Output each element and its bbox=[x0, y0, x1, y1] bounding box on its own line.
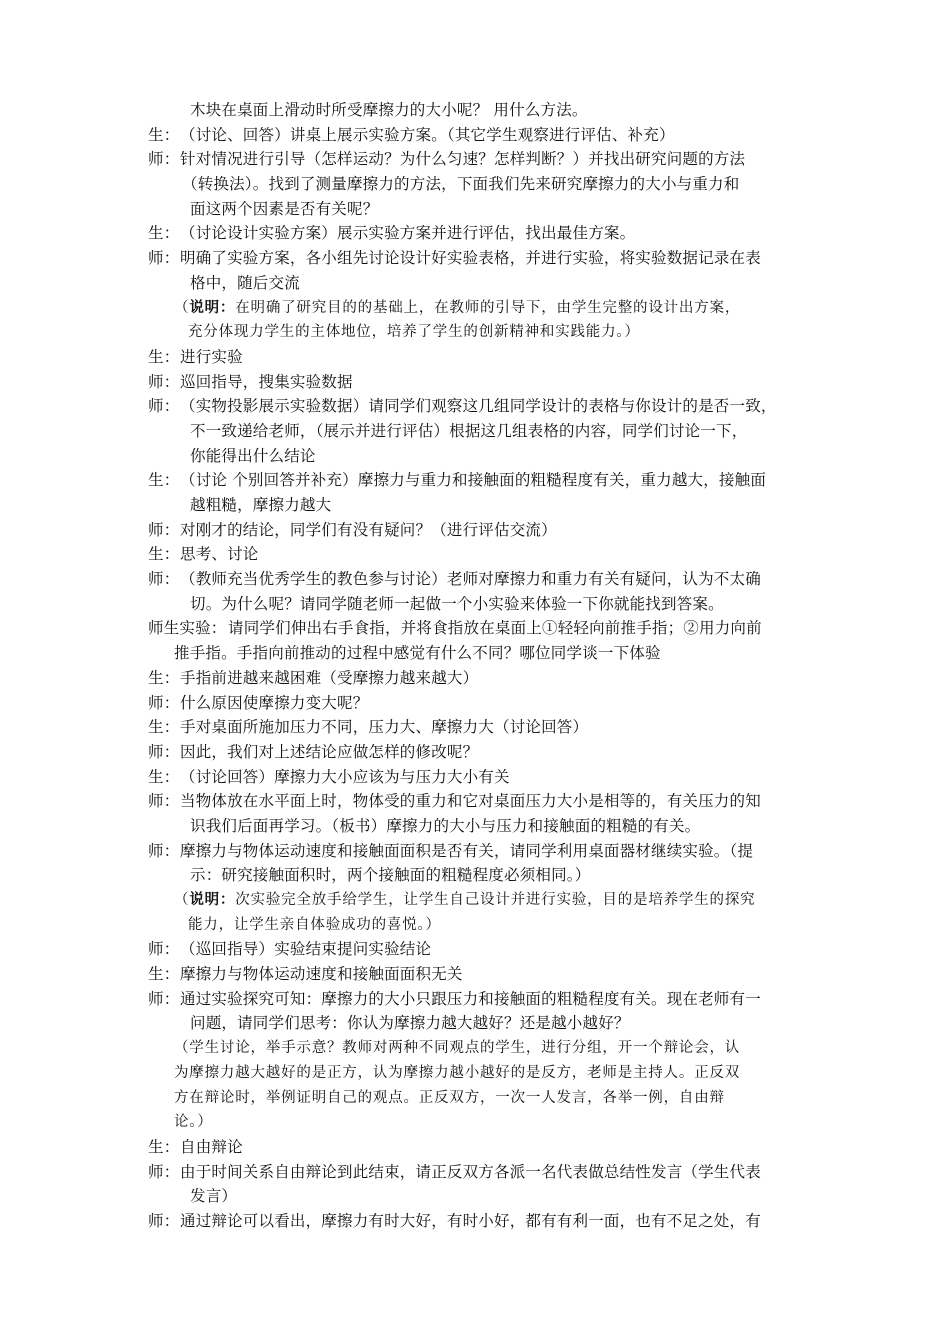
text-line bbox=[148, 814, 828, 839]
speaker-label: 生： bbox=[148, 125, 180, 144]
speaker-label: 生： bbox=[148, 224, 180, 243]
dialogue-line bbox=[148, 937, 828, 962]
line-text: 示：研究接触面积时，两个接触面的粗糙程度必须相同。） bbox=[190, 866, 591, 885]
dialogue-line bbox=[148, 691, 828, 716]
dialogue-line bbox=[148, 715, 828, 740]
dialogue-line bbox=[148, 616, 828, 641]
dialogue-line bbox=[148, 468, 828, 493]
text-line bbox=[148, 197, 828, 222]
speaker-label: 生： bbox=[148, 668, 180, 687]
dialogue-line bbox=[148, 765, 828, 790]
line-text: （实物投影展示实验数据）请同学们观察这几组同学设计的表格与你设计的是否一致， bbox=[180, 397, 777, 416]
text-line bbox=[148, 271, 828, 296]
text-line bbox=[148, 444, 828, 469]
note-line bbox=[148, 320, 828, 345]
note-text: （学生讨论，举手示意？教师对两种不同观点的学生，进行分组，开一个辩论会，认 bbox=[174, 1040, 741, 1057]
note-text: （说明：在明确了研究目的的基础上，在教师的引导下，由学生完整的设计出方案， bbox=[174, 298, 741, 316]
dialogue-line bbox=[148, 1135, 828, 1160]
speaker-label: 生： bbox=[148, 545, 180, 564]
line-text: 木块在桌面上滑动时所受摩擦力的大小呢？ 用什么方法。 bbox=[190, 101, 588, 119]
speaker-label: 师： bbox=[148, 520, 180, 539]
line-text: 请同学们伸出右手食指，并将食指放在桌面上①轻轻向前推手指；②用力向前 bbox=[228, 619, 762, 638]
line-text: 面这两个因素是否有关呢？ bbox=[190, 199, 379, 218]
speaker-label: 生： bbox=[148, 471, 180, 490]
dialogue-line bbox=[148, 1160, 828, 1185]
text-line bbox=[148, 493, 828, 518]
note-text: 能力，让学生亲自体验成功的喜悦。） bbox=[188, 916, 441, 933]
dialogue-line bbox=[148, 345, 828, 370]
note-text: 论。） bbox=[174, 1114, 213, 1131]
line-text: 不一致递给老师，（展示并进行评估）根据这几组表格的内容，同学们讨论一下， bbox=[190, 421, 748, 440]
text-line bbox=[148, 592, 828, 617]
speaker-label: 生： bbox=[148, 1137, 180, 1156]
line-text: （巡回指导）实验结束提问实验结论 bbox=[180, 940, 432, 959]
speaker-label: 师： bbox=[148, 397, 180, 416]
line-text: （讨论、回答）讲桌上展示实验方案。（其它学生观察进行评估、补充） bbox=[180, 125, 675, 144]
dialogue-line bbox=[148, 839, 828, 864]
dialogue-line bbox=[148, 370, 828, 395]
speaker-label: 师： bbox=[148, 940, 180, 959]
line-text: 巡回指导，搜集实验数据 bbox=[180, 372, 353, 391]
note-line bbox=[148, 296, 828, 321]
line-text: 对刚才的结论，同学们有没有疑问？（进行评估交流） bbox=[180, 520, 557, 539]
line-text: 手指前进越来越困难（受摩擦力越来越大） bbox=[180, 668, 479, 687]
line-text: 自由辩论 bbox=[180, 1137, 243, 1156]
line-text: 切。为什么呢？请同学随老师一起做一个小实验来体验一下你就能找到答案。 bbox=[190, 594, 724, 613]
line-text: 因此，我们对上述结论应做怎样的修改呢？ bbox=[180, 742, 479, 761]
note-line bbox=[148, 1110, 828, 1135]
note-text: 充分体现力学生的主体地位，培养了学生的创新精神和实践能力。） bbox=[188, 324, 640, 341]
text-line bbox=[148, 1011, 828, 1036]
line-text: 你能得出什么结论 bbox=[190, 446, 316, 465]
line-text: 格中，随后交流 bbox=[190, 273, 300, 292]
dialogue-line bbox=[148, 666, 828, 691]
note-line bbox=[148, 1086, 828, 1111]
line-text: （讨论 个别回答并补充）摩擦力与重力和接触面的粗糙程度有关，重力越大，接触面 bbox=[180, 471, 767, 490]
line-text: （转换法）。找到了测量摩擦力的方法，下面我们先来研究摩擦力的大小与重力和 bbox=[182, 175, 740, 194]
line-text: 由于时间关系自由辩论到此结束，请正反双方各派一名代表做总结性发言（学生代表 bbox=[180, 1162, 761, 1181]
dialogue-line bbox=[148, 147, 828, 172]
dialogue-line bbox=[148, 789, 828, 814]
speaker-label: 师： bbox=[148, 1162, 180, 1181]
dialogue-line bbox=[148, 246, 828, 271]
note-line bbox=[148, 913, 828, 938]
speaker-label: 师： bbox=[148, 372, 180, 391]
line-text: 摩擦力与物体运动速度和接触面面积无关 bbox=[180, 965, 463, 984]
line-text: （教师充当优秀学生的教色参与讨论）老师对摩擦力和重力有关有疑问，认为不太确 bbox=[180, 570, 761, 589]
line-text: 当物体放在水平面上时，物体受的重力和它对桌面压力大小是相等的，有关压力的知 bbox=[180, 792, 761, 811]
note-line bbox=[148, 888, 828, 913]
note-text: 为摩擦力越大越好的是正方，认为摩擦力越小越好的是反方，老师是主持人。正反双 bbox=[174, 1064, 741, 1081]
dialogue-line bbox=[148, 962, 828, 987]
speaker-label: 师： bbox=[148, 570, 180, 589]
line-text: 手对桌面所施加压力不同，压力大、摩擦力大（讨论回答） bbox=[180, 718, 589, 737]
text-line bbox=[148, 172, 828, 197]
dialogue-line bbox=[148, 567, 828, 592]
line-text: 通过实验探究可知：摩擦力的大小只跟压力和接触面的粗糙程度有关。现在老师有一 bbox=[180, 989, 761, 1008]
dialogue-line bbox=[148, 987, 828, 1012]
line-text: 摩擦力与物体运动速度和接触面面积是否有关，请同学利用桌面器材继续实验。（提 bbox=[180, 841, 754, 860]
note-label: 说明： bbox=[189, 891, 236, 908]
line-text: （讨论设计实验方案）展示实验方案并进行评估，找出最佳方案。 bbox=[180, 224, 636, 243]
speaker-label: 生： bbox=[148, 718, 180, 737]
speaker-label: 生： bbox=[148, 347, 180, 366]
speaker-label: 师： bbox=[148, 742, 180, 761]
note-text: 方在辩论时，举例证明自己的观点。正反双方，一次一人发言，各举一例，自由辩 bbox=[174, 1089, 725, 1106]
line-text: 明确了实验方案，各小组先讨论设计好实验表格，并进行实验，将实验数据记录在表 bbox=[180, 249, 761, 268]
line-text: 什么原因使摩擦力变大呢？ bbox=[180, 693, 369, 712]
text-line bbox=[148, 98, 828, 123]
speaker-label: 师： bbox=[148, 989, 180, 1008]
speaker-label: 师： bbox=[148, 249, 180, 268]
speaker-label: 师： bbox=[148, 1211, 180, 1230]
text-line bbox=[148, 641, 828, 666]
dialogue-line bbox=[148, 221, 828, 246]
line-text: 进行实验 bbox=[180, 347, 243, 366]
line-text: 思考、讨论 bbox=[180, 545, 259, 564]
dialogue-line bbox=[148, 518, 828, 543]
line-text: 越粗糙，摩擦力越大 bbox=[190, 496, 332, 514]
speaker-label: 生： bbox=[148, 965, 180, 984]
dialogue-line bbox=[148, 1209, 828, 1234]
text-line bbox=[148, 1184, 828, 1209]
line-text: 发言） bbox=[190, 1187, 238, 1206]
note-line bbox=[148, 1061, 828, 1086]
dialogue-line bbox=[148, 542, 828, 567]
line-text: 针对情况进行引导（怎样运动？为什么匀速？怎样判断？）并找出研究问题的方法 bbox=[180, 150, 746, 169]
line-text: 次实验完全放手给学生，让学生自己设计并进行实验，目的是培养学生的探究 bbox=[235, 892, 756, 908]
text-line bbox=[148, 419, 828, 444]
speaker-label: 师： bbox=[148, 150, 180, 169]
line-text: 识我们后面再学习。（板书）摩擦力的大小与压力和接触面的粗糙的有关。 bbox=[190, 816, 701, 835]
note-line bbox=[148, 1036, 828, 1061]
line-text: 在明确了研究目的的基础上，在教师的引导下，由学生完整的设计出方案， bbox=[235, 299, 741, 316]
note-text: （说明：次实验完全放手给学生，让学生自己设计并进行实验，目的是培养学生的探究 bbox=[174, 891, 756, 908]
line-text: 推手指。手指向前推动的过程中感觉有什么不同？哪位同学谈一下体验 bbox=[174, 644, 661, 663]
dialogue-line bbox=[148, 740, 828, 765]
line-text: 通过辩论可以看出，摩擦力有时大好，有时小好，都有有利一面，也有不足之处，有 bbox=[180, 1211, 761, 1230]
speaker-label: 师生实验： bbox=[148, 619, 227, 638]
speaker-label: 师： bbox=[148, 841, 180, 860]
dialogue-line bbox=[148, 394, 828, 419]
line-text: 问题，请同学们思考：你认为摩擦力越大越好？还是越小越好？ bbox=[190, 1014, 630, 1033]
note-label: 说明： bbox=[189, 298, 236, 316]
speaker-label: 生： bbox=[148, 767, 180, 786]
line-text: （讨论回答）摩擦力大小应该为与压力大小有关 bbox=[180, 767, 510, 786]
text-line bbox=[148, 863, 828, 888]
dialogue-line bbox=[148, 123, 828, 148]
speaker-label: 师： bbox=[148, 792, 180, 811]
speaker-label: 师： bbox=[148, 693, 180, 712]
document-page bbox=[148, 98, 828, 1234]
